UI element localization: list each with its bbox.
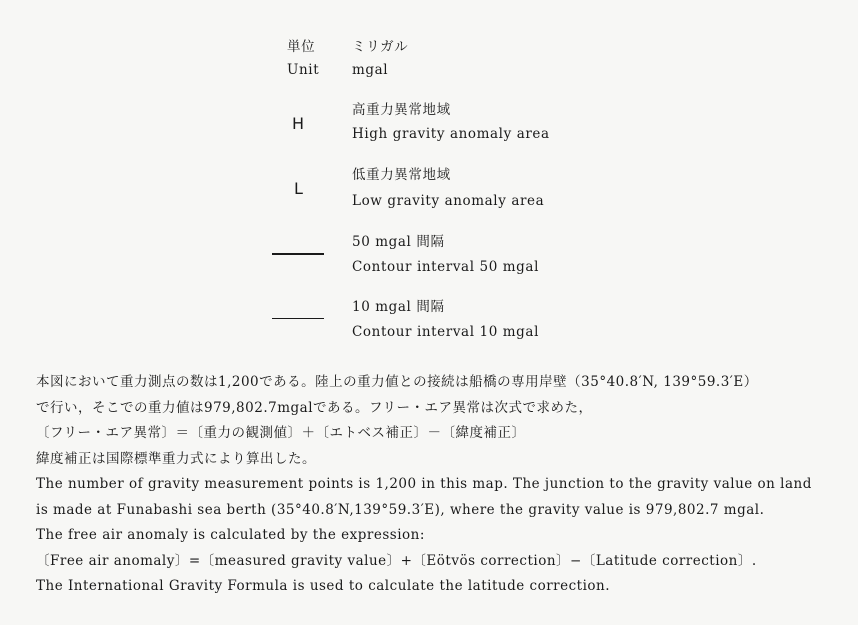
explanatory-notes	[36, 370, 836, 600]
contour-10-text-en: Contour interval 10 mgal	[352, 324, 539, 340]
contour-10-text-ja: 10 mgal 間隔	[352, 299, 445, 315]
high-text-en: High gravity anomaly area	[352, 126, 550, 142]
contour-50-text-en: Contour interval 50 mgal	[352, 259, 539, 275]
note-ja-line-4: 緯度補正は国際標準重力式により算出した。	[36, 450, 316, 467]
unit-label-en: Unit	[287, 62, 320, 78]
note-ja-line-1: 本図において重力測点の数は1,200である。陸上の重力値との接続は船橋の専用岸壁（35°40.8′N, 139°59.3′E）	[36, 374, 758, 390]
high-symbol: H	[292, 114, 305, 133]
note-ja-line-2: で行い，そこでの重力値は979,802.7mgalである。フリー・エア異常は次式で求めた，	[36, 399, 593, 416]
low-text-en: Low gravity anomaly area	[352, 193, 545, 209]
high-text-ja: 高重力異常地域	[352, 102, 451, 118]
note-en-line-2: is made at Funabashi sea berth (35°40.8′N,139°59.3′E), where the gravity value is 979,802.7 mgal.	[36, 501, 765, 518]
contour-50-text-ja: 50 mgal 間隔	[352, 234, 445, 250]
contour-50-line	[272, 253, 324, 255]
note-ja-line-3: 〔フリー・エア異常〕＝〔重力の観測値〕＋〔エトベス補正〕－〔緯度補正〕	[36, 425, 526, 441]
low-symbol: L	[294, 179, 303, 198]
note-en-line-5: The International Gravity Formula is used to calculate the latitude correction.	[36, 578, 611, 594]
note-en-line-4: 〔Free air anomaly〕=〔measured gravity value〕+〔Eötvös correction〕−〔Latitude correction〕.	[36, 552, 757, 569]
unit-value-ja: ミリガル	[352, 39, 409, 55]
unit-label-ja: 単位	[287, 39, 316, 55]
low-text-ja: 低重力異常地域	[352, 167, 451, 183]
contour-10-line	[272, 318, 324, 319]
unit-value-en: mgal	[352, 62, 389, 78]
note-en-line-1: The number of gravity measurement points is 1,200 in this map. The junction to the gravity value on land	[36, 476, 812, 492]
note-en-line-3: The free air anomaly is calculated by the expression:	[36, 527, 425, 543]
